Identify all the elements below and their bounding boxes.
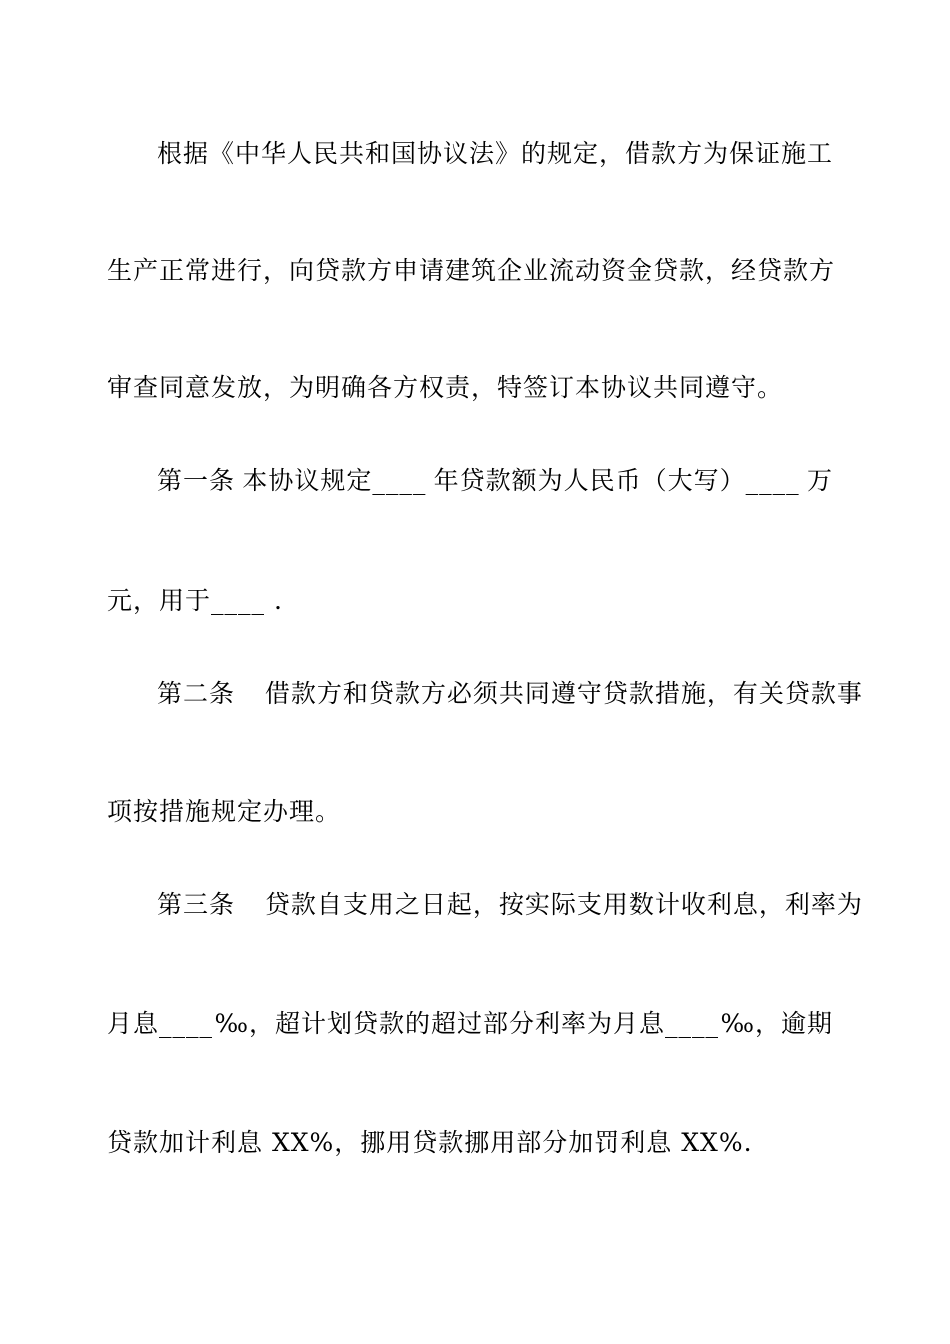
article-1-text-b: 年贷款额为人民币（大写）____ <box>433 466 800 495</box>
article-2-line-2: 项按措施规定办理。 <box>107 797 342 826</box>
article-2-text: 借款方和贷款方必须共同遵守贷款措施，有关贷款事 <box>264 679 863 708</box>
article-1-line-2: 元，用于____ . <box>107 586 283 615</box>
article-1-number: 第一条 <box>157 466 236 495</box>
article-3-line-2-part-2: ‰，超计划贷款的超过部分利率为月息____ <box>214 1009 719 1038</box>
article-3-line-1 <box>157 888 863 922</box>
article-2-number: 第二条 <box>157 679 236 708</box>
article-3-line-2 <box>107 1007 833 1041</box>
article-3-number: 第三条 <box>157 890 236 919</box>
article-3-text: 贷款自支用之日起，按实际支用数计收利息，利率为 <box>264 890 863 919</box>
paragraph-1-line-3: 审查同意发放，为明确各方权责，特签订本协议共同遵守。 <box>107 373 784 402</box>
article-3-line-2-part-3: ‰，逾期 <box>720 1009 833 1038</box>
article-1-text-c: 万 <box>806 466 833 495</box>
article-1-text-a: 本协议规定____ <box>242 466 427 495</box>
paragraph-1-line-1: 根据《中华人民共和国协议法》的规定，借款方为保证施工 <box>157 139 834 168</box>
paragraph-1-line-2: 生产正常进行，向贷款方申请建筑企业流动资金贷款，经贷款方 <box>107 256 836 285</box>
article-1-line-1 <box>157 464 833 498</box>
article-3-line-3: 贷款加计利息 XX%，挪用贷款挪用部分加罚利息 XX%. <box>107 1128 753 1157</box>
article-2-line-1 <box>157 677 863 711</box>
article-3-line-2-part-1: 月息____ <box>107 1009 214 1038</box>
